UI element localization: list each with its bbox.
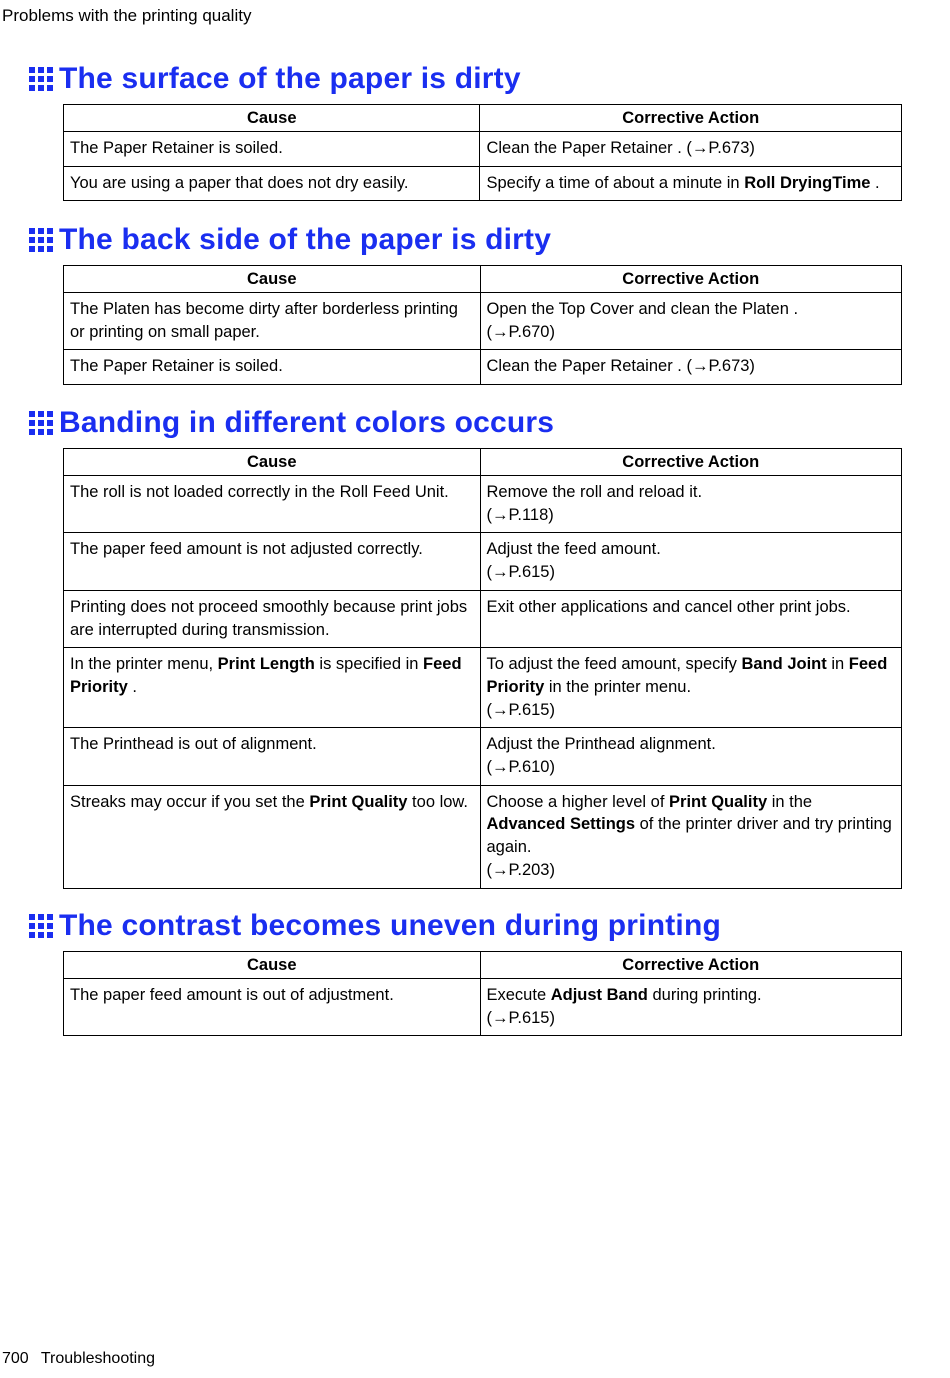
column-header-action: Corrective Action [480, 266, 902, 293]
text-run: Remove the roll and reload it. [486, 483, 703, 501]
grid-dots-icon [28, 913, 54, 939]
column-header-cause: Cause [64, 952, 481, 979]
text-run: too low. [407, 792, 469, 811]
table-header-row [64, 952, 902, 979]
text-run: (→P.615) [486, 700, 555, 719]
cause-cell [64, 166, 480, 201]
cause-action-table [63, 951, 902, 1036]
column-header-cause: Cause [64, 105, 480, 132]
column-header-cause: Cause [64, 449, 481, 476]
text-run: in [826, 655, 849, 674]
table-row [64, 590, 902, 647]
cause-cell [64, 728, 481, 785]
action-cell [480, 590, 902, 647]
cause-cell [64, 648, 481, 728]
text-run: Printing does not proceed smoothly because print jobs are interrupted during transmission. [70, 597, 468, 639]
text-run: Clean the Paper Retainer . (→P.673) [486, 139, 755, 157]
cause-action-table [63, 104, 902, 201]
running-header [2, 6, 251, 26]
emphasis-term: Print Quality [309, 792, 408, 811]
action-cell [480, 166, 902, 201]
cause-cell [64, 979, 481, 1036]
text-run: is specified in [314, 655, 424, 674]
text-run: The Paper Retainer is soiled. [70, 357, 283, 376]
text-run: You are using a paper that does not dry easily. [70, 173, 409, 192]
page-number: 700 [2, 1350, 29, 1367]
action-cell [480, 648, 902, 728]
cause-cell [64, 476, 481, 533]
action-cell [480, 785, 902, 888]
text-run: Choose a higher level of [486, 792, 670, 811]
table-row [64, 132, 902, 167]
section-heading [28, 907, 902, 945]
table-header-row [64, 266, 902, 293]
grid-dots-icon [28, 227, 54, 253]
text-run: Clean the Paper Retainer . (→P.673) [486, 357, 755, 376]
action-cell [480, 728, 902, 785]
section-back-side-dirty [28, 221, 902, 385]
footer-section-name: Troubleshooting [40, 1350, 156, 1367]
text-run: The roll is not loaded correctly in the Roll Feed Unit. [70, 483, 449, 501]
text-run: in the [767, 792, 813, 811]
cause-cell [64, 293, 481, 350]
action-cell [480, 979, 902, 1036]
text-run: Adjust the Printhead alignment. [486, 735, 716, 754]
text-run: Adjust the feed amount. [486, 540, 661, 559]
table-header-row [64, 449, 902, 476]
section-title: The back side of the paper is dirty [59, 223, 552, 256]
text-run: (→P.615) [486, 1008, 555, 1027]
text-run: The Paper Retainer is soiled. [70, 139, 283, 157]
text-run: The paper feed amount is out of adjustment. [70, 986, 394, 1004]
grid-dots-icon [28, 66, 54, 92]
text-run: Streaks may occur if you set the [70, 792, 310, 811]
table-row [64, 533, 902, 590]
emphasis-term: Roll DryingTime [744, 173, 871, 192]
table-row [64, 476, 902, 533]
column-header-cause: Cause [64, 266, 481, 293]
cause-cell [64, 350, 481, 385]
running-header-title: Problems with the printing quality [2, 6, 252, 25]
table-header-row [64, 105, 902, 132]
section-surface-dirty [28, 60, 902, 201]
action-cell [480, 293, 902, 350]
text-run: . [127, 677, 137, 696]
emphasis-term: Feed Priority [486, 655, 888, 696]
text-run: (→P.610) [486, 758, 555, 777]
section-heading [28, 60, 902, 98]
text-run: during printing. [647, 986, 762, 1004]
emphasis-term: Adjust Band [550, 986, 648, 1004]
table-row [64, 785, 902, 888]
table-row [64, 166, 902, 201]
table-row [64, 979, 902, 1036]
section-title: The surface of the paper is dirty [59, 62, 521, 95]
text-run: (→P.203) [486, 860, 555, 879]
text-run: To adjust the feed amount, specify [486, 655, 742, 674]
cause-action-table [63, 448, 902, 889]
table-row [64, 350, 902, 385]
text-run: The paper feed amount is not adjusted correctly. [70, 540, 423, 559]
section-heading [28, 221, 902, 259]
text-run: (→P.615) [486, 563, 555, 582]
running-footer [2, 1349, 155, 1369]
cause-action-table [63, 265, 902, 385]
text-run: Execute [486, 986, 551, 1004]
table-row [64, 728, 902, 785]
cause-cell [64, 533, 481, 590]
text-run: The Platen has become dirty after borderless printing or printing on small paper. [70, 300, 458, 341]
action-cell [480, 476, 902, 533]
text-run: Exit other applications and cancel other print jobs. [486, 597, 851, 616]
text-run: The Printhead is out of alignment. [70, 735, 317, 754]
text-run: in the printer menu. [544, 677, 692, 696]
action-cell [480, 132, 902, 167]
table-row [64, 293, 902, 350]
cause-cell [64, 590, 481, 647]
text-run: (→P.670) [486, 322, 555, 341]
emphasis-term: Band Joint [741, 655, 827, 674]
section-title: Banding in different colors occurs [59, 406, 555, 439]
column-header-action: Corrective Action [480, 952, 902, 979]
emphasis-term: Print Quality [669, 792, 768, 811]
column-header-action: Corrective Action [480, 449, 902, 476]
text-run: . [870, 173, 880, 192]
section-contrast-uneven [28, 907, 902, 1036]
grid-dots-icon [28, 410, 54, 436]
section-banding-colors [28, 404, 902, 889]
emphasis-term: Advanced Settings [486, 815, 636, 834]
emphasis-term: Print Length [217, 655, 315, 674]
action-cell [480, 350, 902, 385]
column-header-action: Corrective Action [480, 105, 902, 132]
text-run: Specify a time of about a minute in [486, 173, 745, 192]
emphasis-term: Feed Priority [70, 655, 462, 696]
text-run: of the printer driver and try printing again. [486, 815, 892, 857]
table-row [64, 648, 902, 728]
cause-cell [64, 132, 480, 167]
cause-cell [64, 785, 481, 888]
text-run: Open the Top Cover and clean the Platen . [486, 300, 799, 318]
action-cell [480, 533, 902, 590]
section-title: The contrast becomes uneven during printing [59, 909, 722, 942]
text-run: In the printer menu, [70, 655, 218, 674]
text-run: (→P.118) [486, 505, 554, 524]
section-heading [28, 404, 902, 442]
